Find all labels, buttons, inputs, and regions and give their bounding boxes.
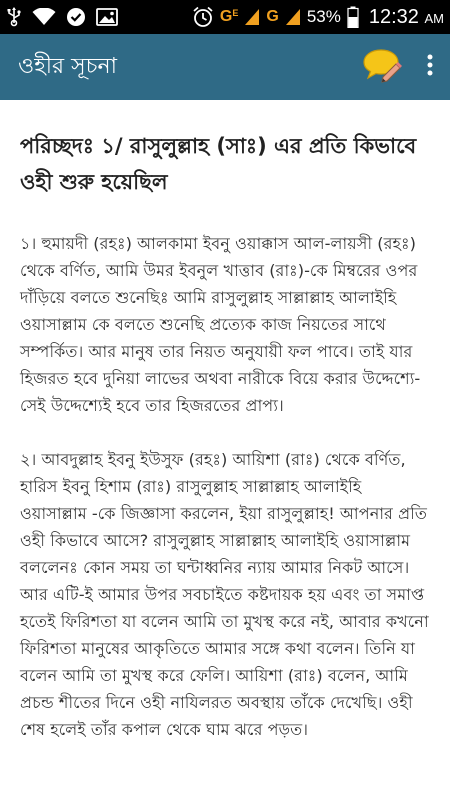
overflow-menu-button[interactable] (410, 34, 450, 100)
alarm-icon (192, 6, 214, 28)
image-icon (96, 8, 118, 26)
clock-ampm: AM (424, 10, 444, 26)
app-actions (354, 34, 450, 100)
more-vert-icon (427, 54, 433, 80)
clock-time: 12:32 AM (368, 5, 444, 28)
wifi-icon (32, 8, 56, 26)
signal-icon-1 (244, 8, 260, 26)
status-right (192, 6, 444, 29)
signal-icon-2 (285, 8, 301, 26)
check-circle-icon (66, 7, 86, 27)
status-bar (0, 0, 450, 34)
app-bar (0, 34, 450, 100)
network-type-label-2: G (266, 8, 279, 25)
hadith-content[interactable] (0, 100, 450, 800)
battery-icon (347, 6, 359, 28)
network-type-label: $G^E$ (219, 8, 239, 25)
chapter-title: পরিচ্ছদঃ ১/ রাসুলুল্লাহ (সাঃ) এর প্রতি কিভাবে ওহী শুরু হয়েছিল (20, 134, 417, 194)
usb-icon (6, 7, 22, 27)
status-left (6, 7, 118, 27)
chat-edit-button[interactable] (354, 34, 410, 100)
battery-percent: 53% (306, 7, 341, 26)
hadith-paragraph-1: ১। হুমায়দী (রহঃ) আলকামা ইবনু ওয়াক্কাস আল-লায়সী (রহঃ) থেকে বর্ণিত, আমি উমর ইবনুল খাত্তাব (রাঃ)-কে মিম্বরের ওপর দাঁড়িয়ে বলতে শুনেছিঃ আমি রাসুলুল্লাহ সাল্লাল্লাহ আলাইহি ওয়াসাল্লাম কে বলতে শুনেছি প্রত্যেক কাজ নিয়তের সাথে সম্পর্কিত। আর মানুষ তার নিয়ত অনুযায়ী ফল পাবে। তাই যার হিজরত হবে দুনিয়া লাভের অথবা নারীকে বিয়ে করার উদ্দেশ্যে- সেই উদ্দেশ্যেই হবে তার হিজরতের প্রাপ্য। (20, 234, 421, 415)
app-title: ওহীর সূচনা (18, 53, 118, 79)
chat-bubble-pencil-icon (362, 47, 402, 87)
hadith-paragraph-2: ২। আবদুল্লাহ ইবনু ইউসুফ (রহঃ) আয়িশা (রাঃ) থেকে বর্ণিত, হারিস ইবনু হিশাম (রাঃ) রাসুলুল্লাহ সাল্লাল্লাহ আলাইহি ওয়াসাল্লাম -কে জিজ্ঞাসা করলেন, ইয়া রাসুলুল্লাহ! আপনার প্রতি ওহী কিভাবে আসে? রাসুলুল্লাহ সাল্লাল্লাহ আলাইহি ওয়াসাল্লাম বললেনঃ কোন সময় তা ঘন্টাধ্বনির ন্যায় আমার নিকট আসে। আর এটি-ই আমার উপর সবচাইতে কষ্টদায়ক হয় এবং তা সমাপ্ত হতেই ফিরিশতা যা বলেন আমি তা মুখস্থ করে নই, আবার কখনো ফিরিশতা মানুষের আকৃতিতে আমার সঙ্গে কথা বলেন। তিনি যা বলেন আমি তা মুখস্থ করে ফেলি। আয়িশা (রাঃ) বলেন, আমি প্রচন্ড শীতের দিনে ওহী নাযিলরত অবস্থায় তাঁকে দেখেছি। ওহী শেষ হলেই তাঁর কপাল থেকে ঘাম ঝরে পড়ত। (20, 450, 429, 739)
